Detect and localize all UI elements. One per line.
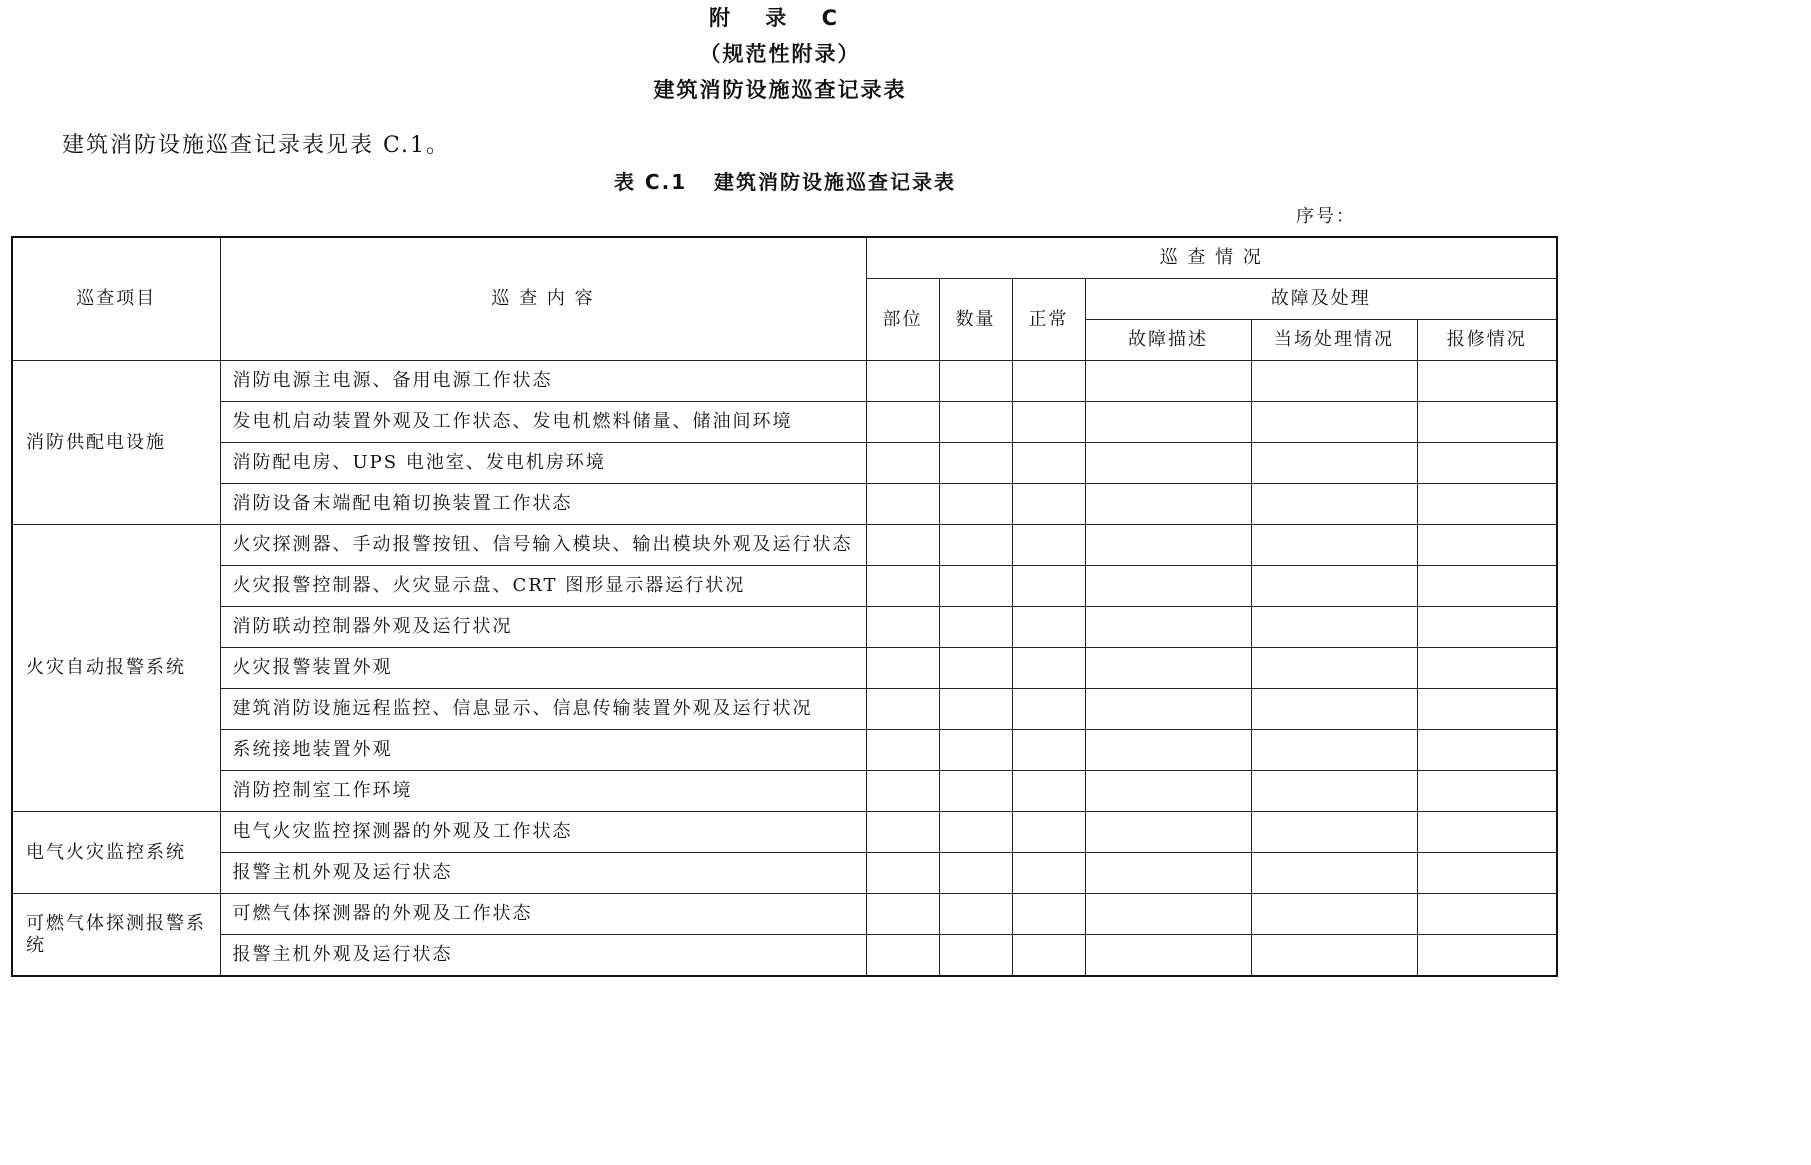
quantity-cell[interactable] [939,730,1012,771]
fault-description-cell[interactable] [1085,607,1251,648]
fault-description-cell[interactable] [1085,730,1251,771]
repair-status-cell[interactable] [1417,648,1557,689]
location-cell[interactable] [866,894,939,935]
onsite-handling-cell[interactable] [1251,853,1417,894]
repair-status-cell[interactable] [1417,607,1557,648]
repair-status-cell[interactable] [1417,812,1557,853]
table-caption: 表 C.1 建筑消防设施巡查记录表 [613,170,957,194]
fault-description-cell[interactable] [1085,894,1251,935]
location-cell[interactable] [866,853,939,894]
quantity-cell[interactable] [939,361,1012,402]
table-row [12,525,1557,566]
table-row [12,812,1557,853]
normal-cell[interactable] [1012,566,1085,607]
onsite-handling-cell[interactable] [1251,607,1417,648]
quantity-cell[interactable] [939,607,1012,648]
quantity-cell[interactable] [939,525,1012,566]
header-inspection-situation: 巡 查 情 况 [866,237,1557,279]
location-cell[interactable] [866,402,939,443]
header-inspection-content: 巡 查 内 容 [220,237,866,361]
location-cell[interactable] [866,484,939,525]
category-fire-alarm: 火灾自动报警系统 [12,525,220,812]
repair-status-cell[interactable] [1417,730,1557,771]
fault-description-cell[interactable] [1085,689,1251,730]
content-cell: 消防配电房、UPS 电池室、发电机房环境 [220,443,866,484]
quantity-cell[interactable] [939,648,1012,689]
header-normal: 正常 [1012,279,1085,361]
content-cell: 电气火灾监控探测器的外观及工作状态 [220,812,866,853]
onsite-handling-cell[interactable] [1251,361,1417,402]
location-cell[interactable] [866,361,939,402]
header-repair-status: 报修情况 [1417,320,1557,361]
location-cell[interactable] [866,689,939,730]
quantity-cell[interactable] [939,689,1012,730]
content-cell: 消防控制室工作环境 [220,771,866,812]
fault-description-cell[interactable] [1085,402,1251,443]
onsite-handling-cell[interactable] [1251,730,1417,771]
content-cell: 报警主机外观及运行状态 [220,853,866,894]
repair-status-cell[interactable] [1417,402,1557,443]
table-row [12,402,1557,443]
table-row [12,361,1557,402]
appendix-type: （规范性附录） [699,42,861,66]
inspection-record-table [11,236,1558,977]
location-cell[interactable] [866,566,939,607]
repair-status-cell[interactable] [1417,771,1557,812]
category-combustible-gas: 可燃气体探测报警系统 [12,894,220,977]
normal-cell[interactable] [1012,443,1085,484]
content-cell: 消防联动控制器外观及运行状况 [220,607,866,648]
normal-cell[interactable] [1012,894,1085,935]
location-cell[interactable] [866,730,939,771]
quantity-cell[interactable] [939,484,1012,525]
normal-cell[interactable] [1012,853,1085,894]
quantity-cell[interactable] [939,443,1012,484]
serial-number-label: 序号： [1296,206,1356,227]
onsite-handling-cell[interactable] [1251,894,1417,935]
fault-description-cell[interactable] [1085,771,1251,812]
quantity-cell[interactable] [939,812,1012,853]
content-cell: 火灾报警控制器、火灾显示盘、CRT 图形显示器运行状况 [220,566,866,607]
fault-description-cell[interactable] [1085,525,1251,566]
location-cell[interactable] [866,935,939,977]
quantity-cell[interactable] [939,566,1012,607]
header-inspection-item: 巡查项目 [12,237,220,361]
location-cell[interactable] [866,607,939,648]
fault-description-cell[interactable] [1085,484,1251,525]
location-cell[interactable] [866,525,939,566]
table-row [12,443,1557,484]
appendix-title: 附 录 C [708,6,852,30]
quantity-cell[interactable] [939,894,1012,935]
category-electrical-fire: 电气火灾监控系统 [12,812,220,894]
onsite-handling-cell[interactable] [1251,771,1417,812]
normal-cell[interactable] [1012,607,1085,648]
appendix-name: 建筑消防设施巡查记录表 [653,78,907,102]
quantity-cell[interactable] [939,853,1012,894]
table-row [12,648,1557,689]
repair-status-cell[interactable] [1417,443,1557,484]
quantity-cell[interactable] [939,402,1012,443]
onsite-handling-cell[interactable] [1251,484,1417,525]
content-cell: 建筑消防设施远程监控、信息显示、信息传输装置外观及运行状况 [220,689,866,730]
table-row [12,935,1557,977]
repair-status-cell[interactable] [1417,689,1557,730]
normal-cell[interactable] [1012,361,1085,402]
repair-status-cell[interactable] [1417,361,1557,402]
content-cell: 可燃气体探测器的外观及工作状态 [220,894,866,935]
fault-description-cell[interactable] [1085,361,1251,402]
table-row [12,484,1557,525]
table-row [12,894,1557,935]
fault-description-cell[interactable] [1085,566,1251,607]
repair-status-cell[interactable] [1417,853,1557,894]
onsite-handling-cell[interactable] [1251,648,1417,689]
table-row [12,853,1557,894]
normal-cell[interactable] [1012,812,1085,853]
repair-status-cell[interactable] [1417,935,1557,977]
repair-status-cell[interactable] [1417,484,1557,525]
onsite-handling-cell[interactable] [1251,812,1417,853]
fault-description-cell[interactable] [1085,648,1251,689]
header-location: 部位 [866,279,939,361]
normal-cell[interactable] [1012,730,1085,771]
header-fault-description: 故障描述 [1085,320,1251,361]
onsite-handling-cell[interactable] [1251,689,1417,730]
intro-text: 建筑消防设施巡查记录表见表 C.1。 [62,133,451,158]
location-cell[interactable] [866,443,939,484]
content-cell: 发电机启动装置外观及工作状态、发电机燃料储量、储油间环境 [220,402,866,443]
fault-description-cell[interactable] [1085,935,1251,977]
onsite-handling-cell[interactable] [1251,443,1417,484]
fault-description-cell[interactable] [1085,853,1251,894]
normal-cell[interactable] [1012,484,1085,525]
normal-cell[interactable] [1012,402,1085,443]
quantity-cell[interactable] [939,935,1012,977]
table-row [12,771,1557,812]
content-cell: 火灾报警装置外观 [220,648,866,689]
content-cell: 系统接地装置外观 [220,730,866,771]
location-cell[interactable] [866,771,939,812]
location-cell[interactable] [866,812,939,853]
table-row [12,689,1557,730]
location-cell[interactable] [866,648,939,689]
table-row [12,607,1557,648]
normal-cell[interactable] [1012,648,1085,689]
header-onsite-handling: 当场处理情况 [1251,320,1417,361]
content-cell: 火灾探测器、手动报警按钮、信号输入模块、输出模块外观及运行状态 [220,525,866,566]
normal-cell[interactable] [1012,525,1085,566]
normal-cell[interactable] [1012,935,1085,977]
quantity-cell[interactable] [939,771,1012,812]
onsite-handling-cell[interactable] [1251,935,1417,977]
content-cell: 消防设备末端配电箱切换装置工作状态 [220,484,866,525]
repair-status-cell[interactable] [1417,894,1557,935]
onsite-handling-cell[interactable] [1251,402,1417,443]
onsite-handling-cell[interactable] [1251,525,1417,566]
category-power-supply: 消防供配电设施 [12,361,220,525]
repair-status-cell[interactable] [1417,566,1557,607]
table-row [12,566,1557,607]
content-cell: 报警主机外观及运行状态 [220,935,866,977]
table-row [12,730,1557,771]
onsite-handling-cell[interactable] [1251,566,1417,607]
normal-cell[interactable] [1012,689,1085,730]
normal-cell[interactable] [1012,771,1085,812]
fault-description-cell[interactable] [1085,443,1251,484]
content-cell: 消防电源主电源、备用电源工作状态 [220,361,866,402]
repair-status-cell[interactable] [1417,525,1557,566]
fault-description-cell[interactable] [1085,812,1251,853]
table-body [12,361,1557,977]
header-fault-handling: 故障及处理 [1085,279,1557,320]
header-quantity: 数量 [939,279,1012,361]
